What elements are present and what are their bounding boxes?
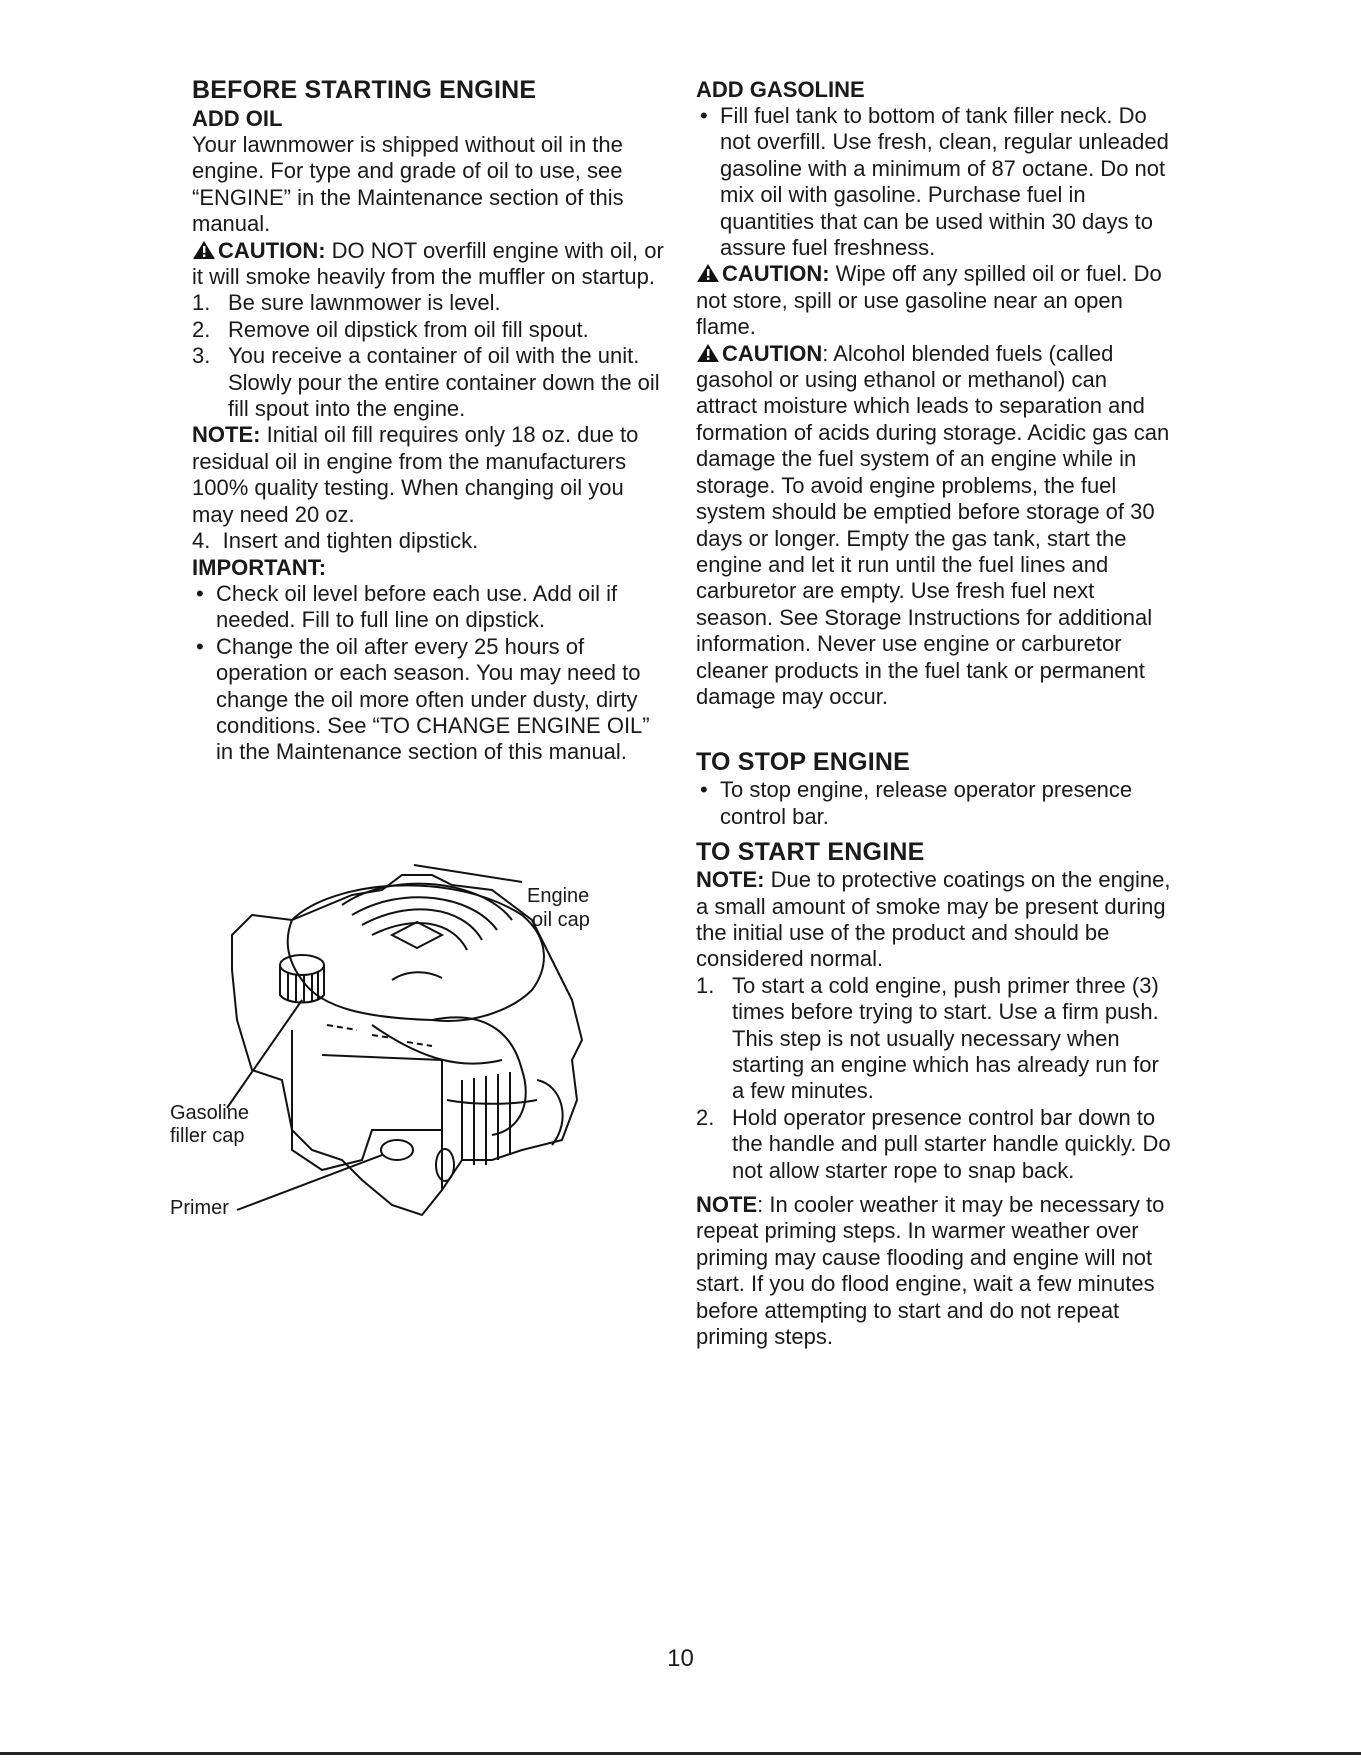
add-oil-intro: Your lawnmower is shipped without oil in the engine. For type and grade of oil to use, see “ENGINE” in the Maintenance section of this manual. [192,132,624,237]
caution-alcohol-fuels: CAUTION: Alcohol blended fuels (called gasohol or using ethanol or methanol) can attract moisture which leads to separation and formation of acids during storage. Acidic gas can damage the fuel system of an engine while in storage. To avoid engine problems, the fuel system should be emptied before storage of 30 days or longer. Empty the gas tank, start the engine and let it run until the fuel lines and carburetor are empty. Use fresh fuel next season. See Storage Instructions for additional information. Never use engine or carburetor cleaner products in the fuel tank or permanent damage may occur. [696,340,1170,709]
note-cooler-weather: NOTE: In cooler weather it may be necessary to repeat priming steps. In warmer weather over priming may cause flooding and engine will not start. If you do flood engine, wait a few minutes before attempting to start and do not repeat priming steps. [696,1192,1165,1350]
section-heading-before-starting: BEFORE STARTING ENGINE [192,76,537,104]
list-item: 1. Be sure lawnmower is level. [192,290,501,316]
add-gasoline-list [696,103,1174,261]
caution-overfill [192,238,670,291]
label-gasoline-cap-line2: filler cap [170,1125,245,1147]
label-engine-oil-cap-line2: oil cap [532,909,590,931]
heading-stop-engine: TO STOP ENGINE [696,748,910,777]
step-4: 4. Insert and tighten dipstick. [192,528,479,554]
important-list [192,581,670,766]
list-item: 2. Hold operator presence control bar down to the handle and pull starter handle quickly. Do not allow starter rope to snap back. [696,1104,1171,1183]
left-column [192,76,670,766]
note-label: NOTE: [192,422,261,448]
list-item: • Fill fuel tank to bottom of tank filler neck. Do not overfill. Use fresh, clean, regular unleaded gasoline with a minimum of 87 octane. Do not mix oil with gasoline. Purchase fuel in quantities that can be used within 30 days to assure fuel freshness. [700,103,1169,261]
list-item: 2. Remove oil dipstick from oil fill spout. [192,316,589,342]
engine-drawing [192,860,670,1240]
subheading-add-oil: ADD OIL [192,106,283,131]
warning-icon [696,343,720,363]
bottom-rule [0,1752,1361,1755]
heading-start-engine: TO START ENGINE [696,838,925,867]
right-column [696,76,1174,1350]
label-primer: Primer [170,1197,229,1219]
list-item: • Change the oil after every 25 hours of operation or each season. You may need to change the oil more often under dusty, dirty conditions. See “TO CHANGE ENGINE OIL” in the Maintenance section of this manual. [196,633,650,765]
add-oil-steps [192,290,670,422]
important-label: IMPORTANT: [192,554,327,580]
list-item: • Check oil level before each use. Add oil if needed. Fill to full line on dipstick. [196,580,618,633]
caution-label: CAUTION: [218,237,326,263]
caution-spill: CAUTION: Wipe off any spilled oil or fuel. Do not store, spill or use gasoline near an open flame. [696,261,1162,340]
page-number: 10 [667,1645,694,1672]
label-gasoline-cap-line1: Gasoline [170,1102,249,1124]
list-item: 3. You receive a container of oil with the unit. Slowly pour the entire container down the oil fill spout into the engine. [192,343,660,422]
warning-icon [192,240,216,260]
caution-text: DO NOT overfill engine with oil, or it will smoke heavily from the muffler on startup. [192,237,664,290]
note-protective-coatings: NOTE: Due to protective coatings on the engine, a small amount of smoke may be present during the initial use of the product and should be considered normal. [696,867,1171,972]
engine-illustration [170,860,670,1240]
label-engine-oil-cap-line1: Engine [527,885,590,907]
stop-engine-list [696,777,1174,830]
subheading-add-gasoline: ADD GASOLINE [696,77,865,102]
list-item: 1. To start a cold engine, push primer three (3) times before trying to start. Use a firm push. This step is not usually necessary when starting an engine which has already run for a few minutes. [696,972,1159,1104]
start-engine-steps [696,973,1174,1184]
list-item: • To stop engine, release operator presence control bar. [700,777,1133,829]
warning-icon [696,263,720,283]
note-initial-oil: NOTE: Initial oil fill requires only 18 oz. due to residual oil in engine from the manufacturers 100% quality testing. When changing oil you may need 20 oz. [192,422,639,527]
